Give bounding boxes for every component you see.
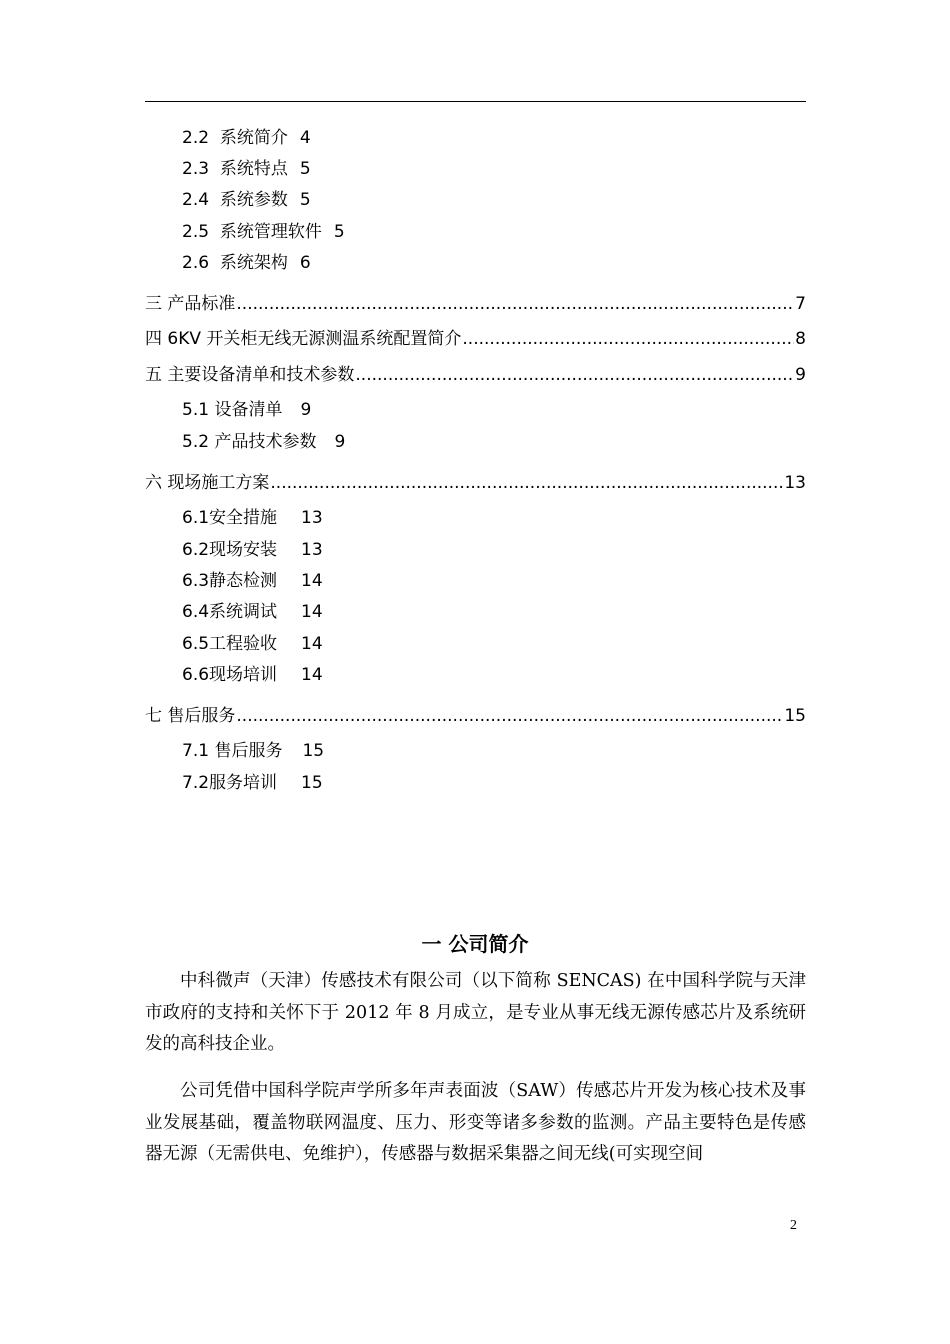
toc-sub-entry[interactable]: 2.2 系统简介 4 — [182, 128, 311, 148]
toc-sub-entry[interactable]: 6.1安全措施 13 — [182, 508, 323, 528]
body-paragraph: 公司凭借中国科学院声学所多年声表面波（SAW）传感芯片开发为核心技术及事业发展基础，覆盖物联网温度、压力、形变等诸多参数的监测。产品主要特色是传感器无源（无需供电、免维护），传感器与数据采集器之间无线(可实现空间 — [145, 1081, 806, 1164]
toc-entry-chapter-3[interactable]: 三 产品标准 ..... 7 — [145, 293, 806, 315]
toc-entry-chapter-5[interactable]: 五 主要设备清单和技术参数 ..... 9 — [145, 364, 806, 386]
toc-sub-entry[interactable]: 2.5 系统管理软件 5 — [182, 222, 345, 242]
toc-entry-chapter-4[interactable]: 四 6KV 开关柜无线无源测温系统配置简介 ..... 8 — [145, 328, 806, 350]
toc-sub-entry[interactable]: 5.1 设备清单 9 — [182, 400, 312, 420]
leader-dots — [462, 328, 794, 350]
leader-dots — [270, 472, 783, 494]
toc-entry-chapter-7[interactable]: 七 售后服务 ..... 15 — [145, 705, 806, 727]
toc-sub-entry[interactable]: 2.6 系统架构 6 — [182, 253, 311, 273]
toc-sub-entry[interactable]: 6.4系统调试 14 — [182, 602, 323, 622]
toc-sub-entry[interactable]: 7.2服务培训 15 — [182, 773, 323, 793]
toc-sub-entry[interactable]: 6.5工程验收 14 — [182, 634, 323, 654]
toc-sub-entry[interactable]: 5.2 产品技术参数 9 — [182, 432, 346, 452]
body-paragraph: 中科微声（天津）传感技术有限公司（以下简称 SENCAS) 在中国科学院与天津市政府的支持和关怀下于 2012 年 8 月成立，是专业从事无线无源传感芯片及系统研发的高科技企业。 — [145, 971, 806, 1054]
leader-dots — [236, 293, 794, 315]
leader-dots — [355, 364, 794, 386]
toc-sub-entry[interactable]: 7.1 售后服务 15 — [182, 741, 325, 761]
toc-sub-entry[interactable]: 2.4 系统参数 5 — [182, 190, 311, 210]
page-number: 2 — [790, 1218, 797, 1233]
leader-dots — [236, 705, 783, 727]
section-heading: 一 公司简介 — [421, 932, 529, 956]
toc-entry-chapter-6[interactable]: 六 现场施工方案 ..... 13 — [145, 472, 806, 494]
toc-sub-entry[interactable]: 6.3静态检测 14 — [182, 571, 323, 591]
toc-sub-entry[interactable]: 6.2现场安装 13 — [182, 540, 323, 560]
toc-sub-entry[interactable]: 6.6现场培训 14 — [182, 665, 323, 685]
header-rule — [145, 101, 806, 102]
toc-sub-entry[interactable]: 2.3 系统特点 5 — [182, 159, 311, 179]
